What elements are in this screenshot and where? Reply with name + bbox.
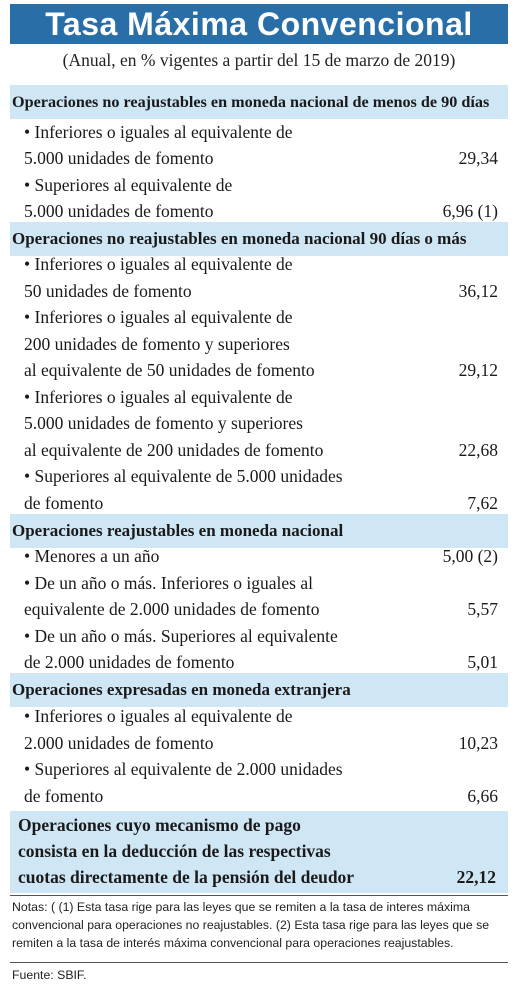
rate-line bbox=[24, 543, 498, 569]
divider bbox=[10, 962, 508, 963]
rate-line bbox=[24, 570, 498, 596]
line-text: 5.000 unidades de fomento bbox=[24, 148, 214, 168]
final-line: Operaciones cuyo mecanismo de pago bbox=[18, 815, 301, 835]
rate-value: 5,00 (2) bbox=[442, 546, 498, 566]
line-text: • De un año o más. Inferiores o iguales al bbox=[24, 573, 313, 593]
section-heading: Operaciones expresadas en moneda extranjera bbox=[10, 673, 508, 707]
page-title: Tasa Máxima Convencional bbox=[10, 4, 508, 44]
line-text: 5.000 unidades de fomento bbox=[24, 201, 214, 221]
notes: Notas: ( (1) Esta tasa rige para las leyes que se remiten a la tasa de interes máxima convencional para operaciones no reajustables. (2) Esta tasa rige para las leyes que se remiten a la tasa de interés máxima convencional para operaciones reajustables. bbox=[12, 900, 490, 950]
final-line: consista en la deducción de las respectivas bbox=[18, 841, 331, 861]
line-text: 5.000 unidades de fomento y superiores bbox=[24, 413, 303, 433]
rate-line bbox=[24, 278, 498, 304]
section-heading: Operaciones no reajustables en moneda nacional 90 días o más bbox=[10, 222, 508, 256]
line-text: • De un año o más. Superiores al equivalente bbox=[24, 626, 338, 646]
final-line: cuotas directamente de la pensión del deudor bbox=[18, 867, 355, 887]
rate-line bbox=[24, 410, 498, 436]
rate-line bbox=[24, 596, 498, 622]
rate-line bbox=[24, 756, 498, 782]
rate-line bbox=[24, 357, 498, 383]
rate-line bbox=[24, 730, 498, 756]
line-text: de fomento bbox=[24, 786, 104, 806]
rate-value: 5,57 bbox=[467, 599, 498, 619]
line-text: equivalente de 2.000 unidades de fomento bbox=[24, 599, 320, 619]
line-text: • Menores a un año bbox=[24, 546, 160, 566]
rate-line bbox=[24, 623, 498, 649]
subtitle: (Anual, en % vigentes a partir del 15 de marzo de 2019) bbox=[62, 50, 456, 70]
rate-line bbox=[24, 463, 498, 489]
line-text: de fomento bbox=[24, 493, 104, 513]
rate-line bbox=[24, 145, 498, 171]
line-text: • Inferiores o iguales al equivalente de bbox=[24, 254, 293, 274]
line-text: • Inferiores o iguales al equivalente de bbox=[24, 387, 293, 407]
rate-line bbox=[24, 331, 498, 357]
line-text: • Inferiores o iguales al equivalente de bbox=[24, 122, 293, 142]
rate-line bbox=[24, 251, 498, 277]
rate-value: 29,34 bbox=[458, 148, 498, 168]
rate-value: 6,66 bbox=[467, 786, 498, 806]
line-text: • Superiores al equivalente de 2.000 unidades bbox=[24, 759, 343, 779]
line-text: • Superiores al equivalente de 5.000 unidades bbox=[24, 466, 343, 486]
rate-value: 10,23 bbox=[458, 733, 498, 753]
rate-value: 5,01 bbox=[467, 652, 498, 672]
rate-line bbox=[24, 172, 498, 198]
line-text: • Superiores al equivalente de bbox=[24, 175, 233, 195]
line-text: de 2.000 unidades de fomento bbox=[24, 652, 235, 672]
rate-value: 29,12 bbox=[458, 360, 498, 380]
line-text: 50 unidades de fomento bbox=[24, 281, 192, 301]
line-text: • Inferiores o iguales al equivalente de bbox=[24, 706, 293, 726]
pension-deduction-block bbox=[10, 811, 508, 893]
rate-value: 6,96 (1) bbox=[442, 201, 498, 221]
final-rate-value: 22,12 bbox=[456, 867, 496, 887]
rate-line bbox=[24, 384, 498, 410]
rate-value: 7,62 bbox=[467, 493, 498, 513]
rate-line bbox=[24, 198, 498, 224]
rate-line bbox=[24, 304, 498, 330]
rate-line bbox=[24, 437, 498, 463]
line-text: 2.000 unidades de fomento bbox=[24, 733, 214, 753]
divider bbox=[10, 895, 508, 896]
section-heading: Operaciones reajustables en moneda nacional bbox=[10, 514, 508, 548]
rate-line bbox=[24, 119, 498, 145]
rate-value: 36,12 bbox=[458, 281, 498, 301]
line-text: • Inferiores o iguales al equivalente de bbox=[24, 307, 293, 327]
section-heading: Operaciones no reajustables en moneda nacional de menos de 90 días bbox=[10, 85, 508, 119]
line-text: al equivalente de 200 unidades de fomento bbox=[24, 440, 324, 460]
line-text: 200 unidades de fomento y superiores bbox=[24, 334, 290, 354]
rate-value: 22,68 bbox=[458, 440, 498, 460]
rate-line bbox=[24, 783, 498, 809]
rate-line bbox=[24, 649, 498, 675]
rate-line bbox=[24, 703, 498, 729]
line-text: al equivalente de 50 unidades de fomento bbox=[24, 360, 315, 380]
rate-line bbox=[24, 490, 498, 516]
source: Fuente: SBIF. bbox=[12, 968, 87, 982]
